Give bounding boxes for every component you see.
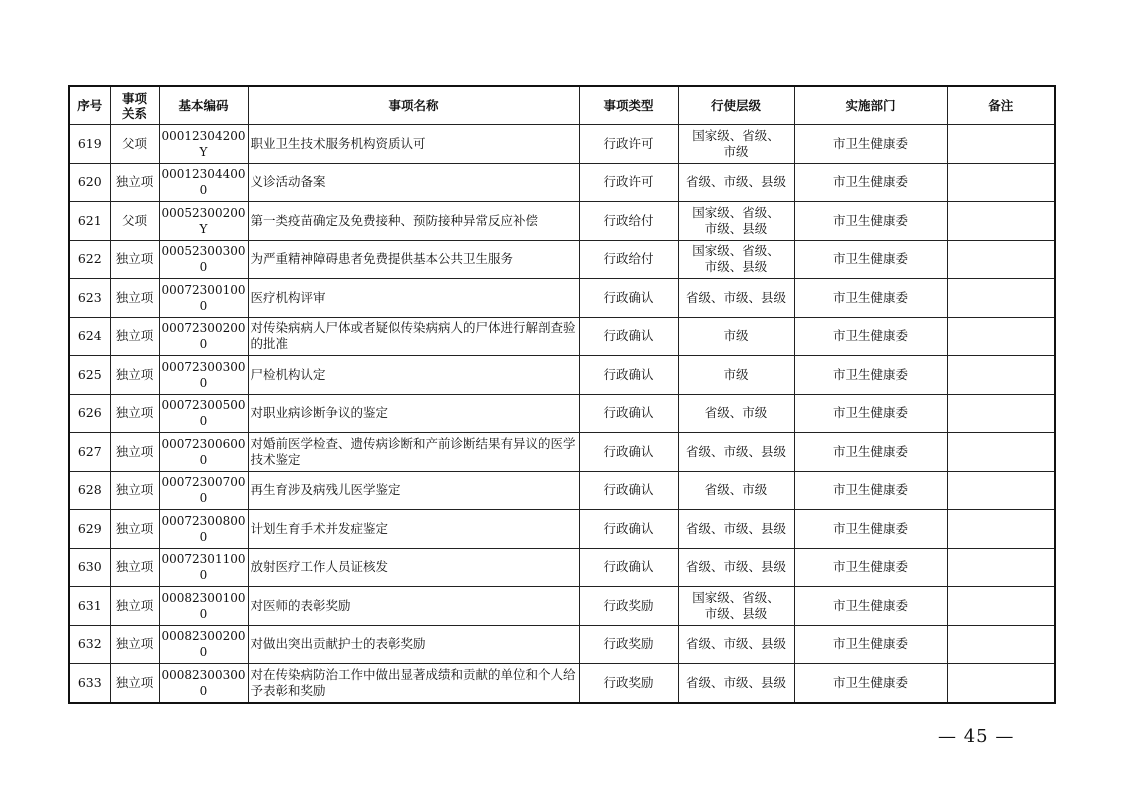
cell-item-type: 行政确认: [579, 510, 678, 549]
cell-level: 省级、市级、县级: [678, 163, 794, 202]
cell-code: 000823001000: [159, 587, 248, 626]
cell-serial: 632: [69, 625, 110, 664]
cell-item-type: 行政确认: [579, 279, 678, 318]
cell-item-type: 行政确认: [579, 356, 678, 395]
cell-level: 国家级、省级、 市级: [678, 125, 794, 164]
cell-dept: 市卫生健康委: [794, 240, 947, 279]
cell-serial: 628: [69, 471, 110, 510]
cell-relation: 独立项: [110, 664, 159, 703]
cell-item-name: 对传染病病人尸体或者疑似传染病病人的尸体进行解剖查验的批准: [248, 317, 579, 356]
cell-level: 省级、市级: [678, 471, 794, 510]
cell-relation: 独立项: [110, 510, 159, 549]
cell-item-type: 行政许可: [579, 163, 678, 202]
cell-code: 000823002000: [159, 625, 248, 664]
cell-code: 000723003000: [159, 356, 248, 395]
cell-item-type: 行政确认: [579, 317, 678, 356]
cell-relation: 独立项: [110, 356, 159, 395]
cell-relation: 独立项: [110, 625, 159, 664]
cell-dept: 市卫生健康委: [794, 433, 947, 472]
table-row: [69, 240, 1055, 279]
cell-code: 000723011000: [159, 548, 248, 587]
header-relation: 事项 关系: [110, 86, 159, 125]
cell-dept: 市卫生健康委: [794, 279, 947, 318]
cell-item-type: 行政给付: [579, 240, 678, 279]
cell-level: 省级、市级: [678, 394, 794, 433]
cell-relation: 独立项: [110, 163, 159, 202]
cell-item-name: 义诊活动备案: [248, 163, 579, 202]
cell-code: 000723001000: [159, 279, 248, 318]
table-row: [69, 587, 1055, 626]
cell-relation: 独立项: [110, 587, 159, 626]
table-row: [69, 202, 1055, 241]
cell-relation: 独立项: [110, 317, 159, 356]
cell-relation: 独立项: [110, 548, 159, 587]
cell-serial: 624: [69, 317, 110, 356]
cell-item-name: 对做出突出贡献护士的表彰奖励: [248, 625, 579, 664]
cell-item-name: 对职业病诊断争议的鉴定: [248, 394, 579, 433]
table-row: [69, 433, 1055, 472]
cell-item-type: 行政奖励: [579, 625, 678, 664]
table-row: [69, 394, 1055, 433]
cell-serial: 630: [69, 548, 110, 587]
cell-relation: 父项: [110, 125, 159, 164]
cell-code: 000723005000: [159, 394, 248, 433]
cell-note: [947, 279, 1055, 318]
cell-dept: 市卫生健康委: [794, 356, 947, 395]
cell-serial: 621: [69, 202, 110, 241]
cell-note: [947, 317, 1055, 356]
cell-item-type: 行政许可: [579, 125, 678, 164]
cell-item-name: 为严重精神障碍患者免费提供基本公共卫生服务: [248, 240, 579, 279]
table-header-row: [69, 86, 1055, 125]
cell-item-name: 再生育涉及病残儿医学鉴定: [248, 471, 579, 510]
cell-code: 000123044000: [159, 163, 248, 202]
cell-note: [947, 433, 1055, 472]
cell-level: 市级: [678, 317, 794, 356]
cell-dept: 市卫生健康委: [794, 548, 947, 587]
cell-note: [947, 240, 1055, 279]
table-row: [69, 279, 1055, 318]
table-body: [69, 125, 1055, 703]
cell-item-type: 行政奖励: [579, 587, 678, 626]
cell-serial: 629: [69, 510, 110, 549]
cell-code: 00012304200Y: [159, 125, 248, 164]
cell-item-name: 职业卫生技术服务机构资质认可: [248, 125, 579, 164]
cell-code: 000723007000: [159, 471, 248, 510]
cell-code: 000723002000: [159, 317, 248, 356]
cell-item-name: 第一类疫苗确定及免费接种、预防接种异常反应补偿: [248, 202, 579, 241]
header-type: 事项类型: [579, 86, 678, 125]
cell-relation: 独立项: [110, 240, 159, 279]
cell-relation: 独立项: [110, 279, 159, 318]
cell-dept: 市卫生健康委: [794, 664, 947, 703]
cell-dept: 市卫生健康委: [794, 587, 947, 626]
table-row: [69, 625, 1055, 664]
cell-code: 000723008000: [159, 510, 248, 549]
cell-dept: 市卫生健康委: [794, 510, 947, 549]
cell-dept: 市卫生健康委: [794, 317, 947, 356]
cell-note: [947, 587, 1055, 626]
cell-serial: 620: [69, 163, 110, 202]
cell-serial: 627: [69, 433, 110, 472]
table-row: [69, 163, 1055, 202]
cell-relation: 父项: [110, 202, 159, 241]
cell-dept: 市卫生健康委: [794, 471, 947, 510]
cell-serial: 633: [69, 664, 110, 703]
cell-dept: 市卫生健康委: [794, 394, 947, 433]
header-serial: 序号: [69, 86, 110, 125]
cell-item-name: 对婚前医学检查、遗传病诊断和产前诊断结果有异议的医学技术鉴定: [248, 433, 579, 472]
header-level: 行使层级: [678, 86, 794, 125]
cell-relation: 独立项: [110, 433, 159, 472]
cell-item-name: 对在传染病防治工作中做出显著成绩和贡献的单位和个人给予表彰和奖励: [248, 664, 579, 703]
cell-level: 省级、市级、县级: [678, 510, 794, 549]
cell-item-type: 行政确认: [579, 471, 678, 510]
table-row: [69, 125, 1055, 164]
cell-note: [947, 625, 1055, 664]
header-name: 事项名称: [248, 86, 579, 125]
cell-level: 省级、市级、县级: [678, 433, 794, 472]
cell-level: 国家级、省级、 市级、县级: [678, 202, 794, 241]
cell-note: [947, 548, 1055, 587]
cell-note: [947, 163, 1055, 202]
cell-level: 国家级、省级、 市级、县级: [678, 240, 794, 279]
cell-dept: 市卫生健康委: [794, 163, 947, 202]
cell-item-type: 行政确认: [579, 548, 678, 587]
cell-note: [947, 510, 1055, 549]
table-row: [69, 356, 1055, 395]
cell-relation: 独立项: [110, 471, 159, 510]
cell-item-type: 行政奖励: [579, 664, 678, 703]
cell-note: [947, 394, 1055, 433]
cell-level: 市级: [678, 356, 794, 395]
cell-serial: 631: [69, 587, 110, 626]
table-row: [69, 510, 1055, 549]
table-row: [69, 664, 1055, 703]
cell-code: 000523003000: [159, 240, 248, 279]
cell-level: 省级、市级、县级: [678, 664, 794, 703]
cell-item-type: 行政确认: [579, 394, 678, 433]
cell-item-name: 放射医疗工作人员证核发: [248, 548, 579, 587]
cell-note: [947, 202, 1055, 241]
cell-item-name: 尸检机构认定: [248, 356, 579, 395]
table-row: [69, 471, 1055, 510]
items-table: [68, 85, 1056, 704]
cell-dept: 市卫生健康委: [794, 202, 947, 241]
cell-code: 000823003000: [159, 664, 248, 703]
cell-item-type: 行政给付: [579, 202, 678, 241]
cell-serial: 625: [69, 356, 110, 395]
cell-serial: 619: [69, 125, 110, 164]
cell-item-name: 医疗机构评审: [248, 279, 579, 318]
cell-item-name: 计划生育手术并发症鉴定: [248, 510, 579, 549]
cell-item-type: 行政确认: [579, 433, 678, 472]
cell-code: 00052300200Y: [159, 202, 248, 241]
header-code: 基本编码: [159, 86, 248, 125]
cell-level: 国家级、省级、 市级、县级: [678, 587, 794, 626]
header-note: 备注: [947, 86, 1055, 125]
cell-note: [947, 356, 1055, 395]
page-number: — 45 —: [938, 726, 1015, 747]
cell-dept: 市卫生健康委: [794, 125, 947, 164]
cell-level: 省级、市级、县级: [678, 625, 794, 664]
cell-note: [947, 471, 1055, 510]
table-row: [69, 317, 1055, 356]
cell-level: 省级、市级、县级: [678, 279, 794, 318]
cell-serial: 623: [69, 279, 110, 318]
cell-note: [947, 125, 1055, 164]
cell-serial: 626: [69, 394, 110, 433]
cell-serial: 622: [69, 240, 110, 279]
cell-code: 000723006000: [159, 433, 248, 472]
cell-level: 省级、市级、县级: [678, 548, 794, 587]
cell-dept: 市卫生健康委: [794, 625, 947, 664]
header-dept: 实施部门: [794, 86, 947, 125]
table-row: [69, 548, 1055, 587]
cell-item-name: 对医师的表彰奖励: [248, 587, 579, 626]
cell-note: [947, 664, 1055, 703]
cell-relation: 独立项: [110, 394, 159, 433]
